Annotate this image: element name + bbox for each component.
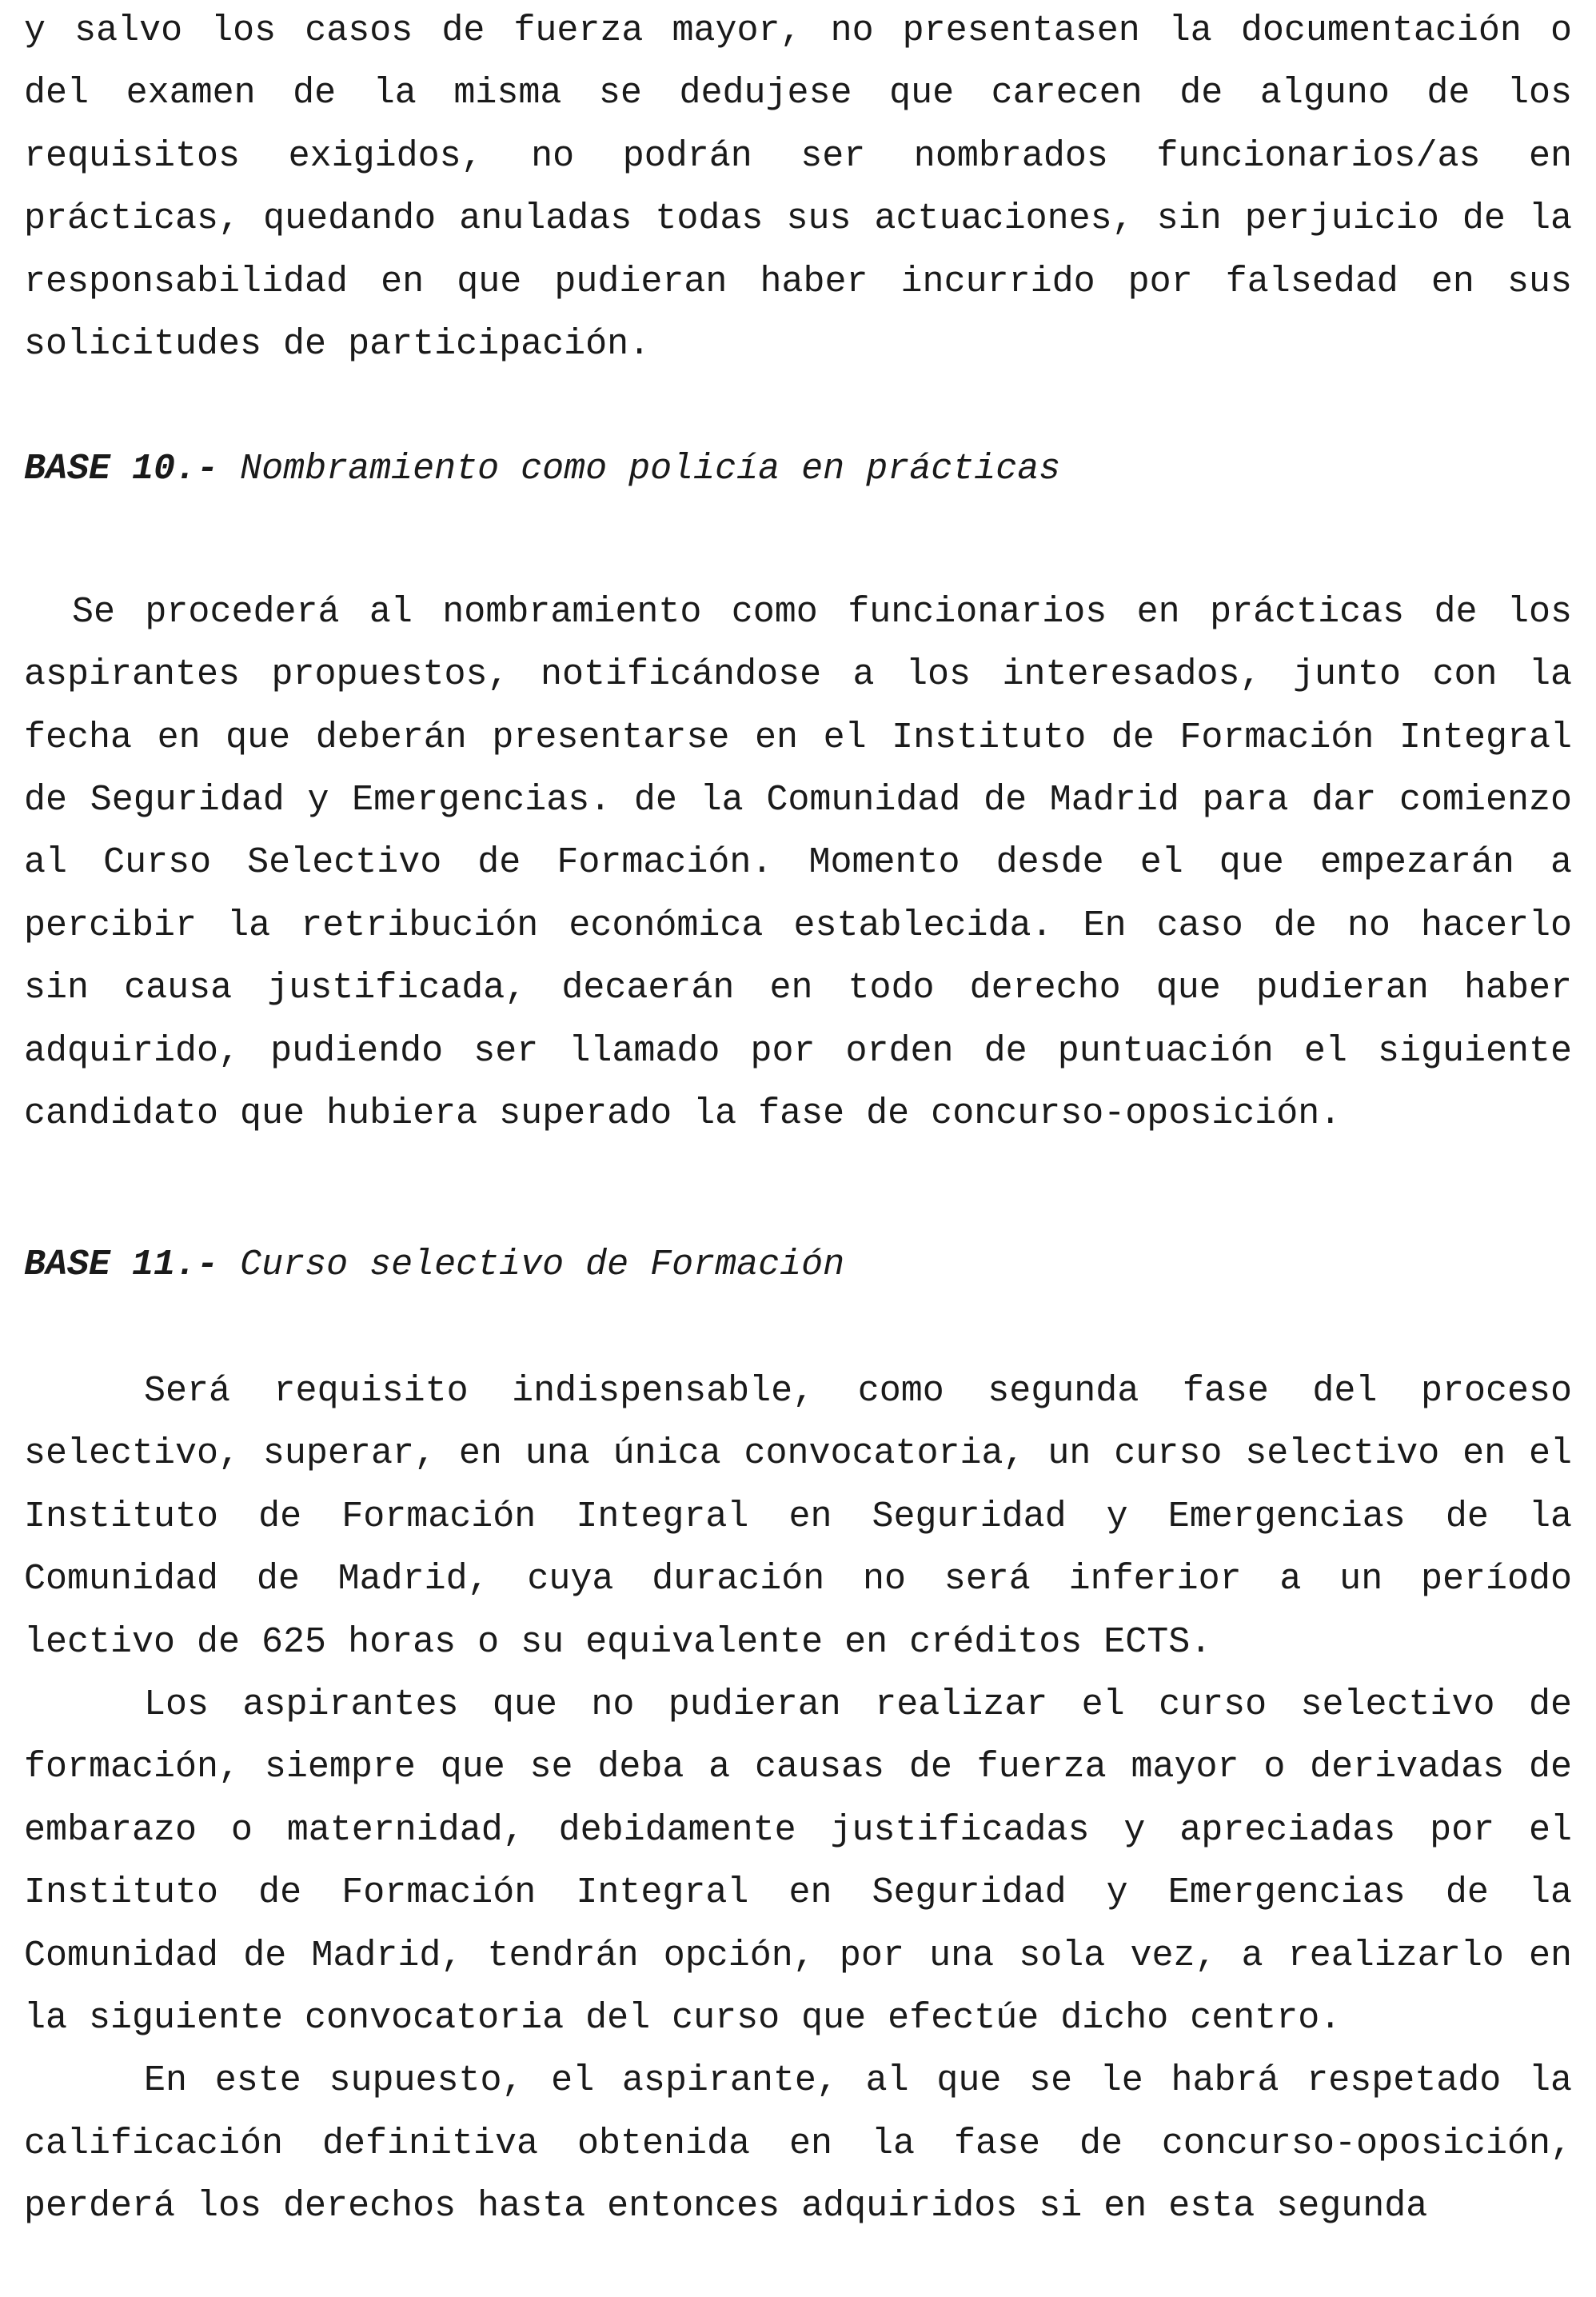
spacer (24, 376, 1572, 438)
base-11-paragraph-1: Será requisito indispensable, como segunda fase del proceso selectivo, superar, en una única convocatoria, un curso selectivo en el Instituto de Formación Integral en Seguridad y Emergencias de la Comunidad de Madrid, cuya duración no será inferior a un período lectivo de 625 horas o su equivalente en créditos ECTS. (24, 1370, 1572, 1663)
base-10-title: Nombramiento como policía en prácticas (240, 449, 1061, 490)
base-11-paragraph-2: Los aspirantes que no pudieran realizar el curso selectivo de formación, siempre que se deba a causas de fuerza mayor o derivadas de embarazo o maternidad, debidamente justificadas y apreciadas por el Instituto de Formación Integral en Seguridad y Emergencias de la Comunidad de Madrid, tendrán opción, por una sola vez, a realizarlo en la siguiente convocatoria del curso que efectúe dicho centro. (24, 1684, 1572, 2039)
document-page (24, 0, 1572, 2239)
base-11-title: Curso selectivo de Formación (240, 1244, 845, 1285)
base-11-heading (24, 1234, 1572, 1296)
base-11-paragraph-3: En este supuesto, el aspirante, al que se le habrá respetado la calificación definitiva obtenida en la fase de concurso-oposición, perderá los derechos hasta entonces adquiridos si en esta segunda (24, 2060, 1572, 2227)
base-10-label: BASE 10.- (24, 449, 219, 490)
base-10-heading (24, 438, 1572, 501)
spacer (24, 501, 1572, 581)
continuation-paragraph: y salvo los casos de fuerza mayor, no presentasen la documentación o del examen de la misma se dedujese que carecen de alguno de los requisitos exigidos, no podrán ser nombrados funcionarios/as en prácticas, quedando anuladas todas sus actuaciones, sin perjuicio de la responsabilidad en que pudieran haber incurrido por falsedad en sus solicitudes de participación. (24, 10, 1572, 366)
spacer (24, 1296, 1572, 1360)
base-10-paragraph: Se procederá al nombramiento como funcionarios en prácticas de los aspirantes propuestos, notificándose a los interesados, junto con la fecha en que deberán presentarse en el Instituto de Formación Integral de Seguridad y Emergencias. de la Comunidad de Madrid para dar comienzo al Curso Selectivo de Formación. Momento desde el que empezarán a percibir la retribución económica establecida. En caso de no hacerlo sin causa justificada, decaerán en todo derecho que pudieran haber adquirido, pudiendo ser llamado por orden de puntuación el siguiente candidato que hubiera superado la fase de concurso-oposición. (24, 591, 1572, 1135)
base-11-label: BASE 11.- (24, 1244, 219, 1285)
spacer (24, 1146, 1572, 1234)
